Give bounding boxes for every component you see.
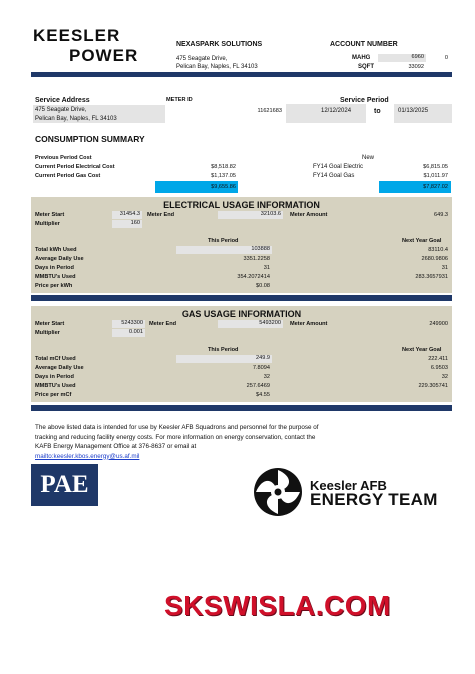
gas-this-period-header: This Period [208,347,239,353]
gas-row-this: 32 [263,374,270,380]
period-to: to [374,108,381,115]
company-address1: 475 Seagate Drive, [176,56,228,62]
summary-title: CONSUMPTION SUMMARY [35,134,145,144]
electrical-divider [31,295,452,301]
mahg-label: MAHG [352,55,371,61]
gas-multiplier-label: Multiplier [35,330,60,336]
gas-row-next: 6.9503 [430,365,448,371]
company-address2: Pelican Bay, Naples, FL 34103 [176,64,258,70]
elec-cost-label: Current Period Electrical Cost [35,164,115,170]
pae-logo [31,464,98,506]
gas-cost-label: Current Period Gas Cost [35,173,101,179]
service-address-label: Service Address [35,97,90,104]
elec-meter-start: 31454.3 [112,211,142,219]
sqft-value: 33092 [408,64,424,70]
gas-meter-start-label: Meter Start [35,321,65,327]
gas-row-label: Average Daily Use [35,365,84,371]
gas-multiplier: 0.001 [112,329,145,337]
gas-row-this: 249.9 [176,355,272,363]
period-start: 12/12/2024 [321,108,352,114]
elec-meter-end: 32103.6 [218,211,283,219]
electrical-title: ELECTRICAL USAGE INFORMATION [163,200,320,210]
watermark: SKSWISLA.COM [164,590,391,621]
period-end: 01/13/2025 [398,108,429,114]
elec-multiplier-label: Multiplier [35,221,60,227]
gas-divider [31,405,452,411]
elec-row-next: 283.3657931 [415,274,448,280]
elec-meter-amount-label: Meter Amount [290,212,328,218]
brand-line1: KEESLER [33,26,121,45]
energy-team-icon [252,466,304,518]
service-address2: Pelican Bay, Naples, FL 34103 [35,116,117,122]
service-period-label: Service Period [340,97,389,104]
elec-row-this: 103888 [176,246,272,254]
header-divider [31,72,452,77]
gas-cost-value: $1,137.05 [211,173,236,179]
gas-meter-amount: 249900 [429,321,448,327]
gas-row-label: MMBTU's Used [35,383,76,389]
gas-row-next: 229.305741 [418,383,448,389]
fy-total-value: $7,827.02 [379,181,451,193]
elec-row-label: Total kWh Used [35,247,77,253]
notice-text [35,423,450,461]
company-name: NEXASPARK SOLUTIONS [176,41,263,48]
elec-cost-value: $8,518.82 [211,164,236,170]
sqft-label: SQFT [358,64,374,70]
meter-id-label: METER ID [166,97,193,103]
total-cost-value: $9,655.86 [155,181,238,193]
service-address1: 475 Seagate Drive, [35,107,87,113]
fy-elec-label: FY14 Goal Electric [313,164,364,170]
gas-row-label: Days in Period [35,374,74,380]
elec-row-label: Price per kWh [35,283,73,289]
notice-line3: KAFB Energy Management Office at 376-8637 or email at [35,443,197,450]
mahg-value: 6960 [378,54,426,62]
gas-meter-amount-label: Meter Amount [290,321,328,327]
elec-meter-amount: 649.3 [434,212,448,218]
elec-row-label: MMBTU's Used [35,274,76,280]
gas-row-next: 222.411 [428,356,448,362]
gas-row-label: Price per mCf [35,392,72,398]
elec-row-next: 83110.4 [428,247,448,253]
elec-multiplier: 160 [112,220,142,228]
elec-row-next: 31 [441,265,448,271]
fy-gas-label: FY14 Goal Gas [313,173,355,179]
notice-line2: tracking and reducing facility energy costs. For more information on energy conservation, contact the [35,433,316,441]
gas-next-year-header: Next Year Goal [402,347,442,353]
elec-row-next: 2680.9806 [421,256,448,262]
prev-cost-label: Previous Period Cost [35,155,92,161]
gas-title: GAS USAGE INFORMATION [181,309,302,319]
gas-row-this: $4.55 [256,392,270,398]
gas-meter-end-label: Meter End [149,321,177,327]
notice-line1: The above listed data is intended for use by Keesler AFB Squadrons and personnel for the purpose of [35,424,319,431]
elec-row-this: $0.08 [256,283,270,289]
brand-line2: POWER [69,46,139,65]
fy-gas-value: $1,011.97 [423,173,448,179]
summary-new-label: New [362,155,375,161]
elec-next-year-header: Next Year Goal [402,238,442,244]
pae-logo-text: PAE [40,471,89,498]
elec-row-label: Average Daily Use [35,256,84,262]
fy-elec-value: $6,815.05 [423,164,448,170]
elec-meter-start-label: Meter Start [35,212,65,218]
gas-meter-start: 5243300 [112,320,145,328]
gas-row-this: 7.8094 [252,365,270,371]
elec-this-period-header: This Period [208,238,239,244]
gas-row-label: Total mCf Used [35,356,76,362]
account-label: ACCOUNT NUMBER [330,41,398,48]
elec-row-this: 3351.2258 [243,256,270,262]
elec-row-this: 354.2072414 [237,274,270,280]
mahg-extra: 0 [444,55,448,61]
elec-row-this: 31 [263,265,270,271]
gas-row-this: 257.6469 [246,383,270,389]
energy-team-line2: ENERGY TEAM [310,490,438,509]
notice-email-link[interactable]: mailto:keesler.kbos.energy@us.af.mil [35,452,140,460]
gas-meter-end: 5493200 [218,320,283,328]
elec-meter-end-label: Meter End [147,212,175,218]
elec-row-label: Days in Period [35,265,74,271]
energy-team-line1: Keesler AFB [310,478,387,493]
gas-row-next: 32 [441,374,448,380]
meter-id-value: 11621683 [257,108,282,114]
